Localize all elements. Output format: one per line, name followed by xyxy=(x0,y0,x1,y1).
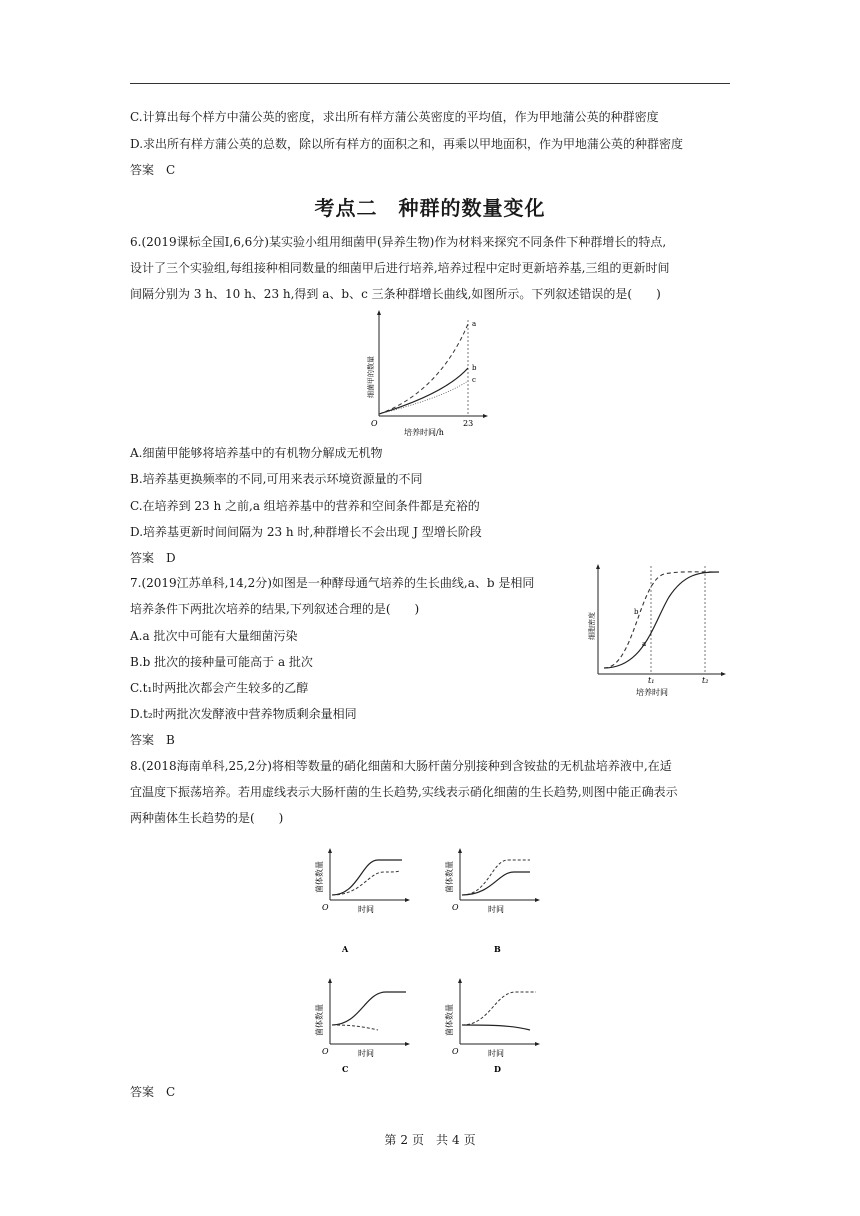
x-axis-arrow xyxy=(483,414,488,418)
dashed-curve xyxy=(332,871,400,895)
curve-label-b: b xyxy=(472,364,477,372)
q7-option-d: D.t₂时两批次发酵液中营养物质剩余量相同 xyxy=(130,707,357,721)
y-axis-label: 菌体数量 xyxy=(445,1004,454,1036)
solid-curve xyxy=(332,992,406,1025)
q6-stem-line1: 6.(2019课标全国Ⅰ,6,6分)某实验小组用细菌甲(异养生物)作为材料来探究不同条件下种群增长的特点, xyxy=(130,235,667,249)
section-title: 考点二 种群的数量变化 xyxy=(314,196,546,220)
curve-a xyxy=(379,324,468,414)
x-axis-label: 时间 xyxy=(488,905,504,914)
solid-curve xyxy=(462,872,530,895)
panel-label: D xyxy=(494,1064,501,1074)
curve-label-a: a xyxy=(642,640,647,648)
dashed-curve xyxy=(462,992,536,1025)
q7-option-b: B.b 批次的接种量可能高于 a 批次 xyxy=(130,655,313,669)
dashed-curve xyxy=(462,860,530,895)
q6-stem-line2: 设计了三个实验组,每组接种相同数量的细菌甲后进行培养,培养过程中定时更新培养基,三组的更新时间 xyxy=(130,261,670,275)
q6-option-c: C.在培养到 23 h 之前,a 组培养基中的营养和空间条件都是充裕的 xyxy=(130,499,480,513)
footer-suffix: 页 xyxy=(463,1133,476,1147)
t2-label: t₂ xyxy=(702,676,709,685)
q8-panel-c xyxy=(300,978,410,1088)
q8-stem-line3: 两种菌体生长趋势的是( ) xyxy=(130,811,284,825)
x-axis-label: 时间 xyxy=(358,905,374,914)
page-footer xyxy=(0,1131,860,1148)
header-rule xyxy=(130,83,730,84)
q7-stem-line1: 7.(2019江苏单科,14,2分)如图是一种酵母通气培养的生长曲线,a、b 是相同 xyxy=(130,576,535,590)
option-d-density: D.求出所有样方蒲公英的总数，除以所有样方的面积之和，再乘以甲地面积，作为甲地蒲公英的种群密度 xyxy=(130,137,684,151)
q8-stem-line2: 宜温度下振荡培养。若用虚线表示大肠杆菌的生长趋势,实线表示硝化细菌的生长趋势,则图中能正确表示 xyxy=(130,785,678,799)
q6-option-b: B.培养基更换频率的不同,可用来表示环境资源量的不同 xyxy=(130,472,423,486)
q7-answer: 答案 B xyxy=(130,733,175,747)
q6-stem-line3: 间隔分别为 3 h、10 h、23 h,得到 a、b、c 三条种群增长曲线,如图所示。下列叙述错误的是( ) xyxy=(130,287,661,301)
origin-label: O xyxy=(371,419,378,428)
y-axis-label: 菌体数量 xyxy=(445,861,454,893)
origin-label: O xyxy=(322,903,329,912)
footer-mid: 页 共 xyxy=(411,1133,448,1147)
q8-panel-b xyxy=(430,848,540,958)
q8-answer: 答案 C xyxy=(130,1085,176,1099)
q6-answer: 答案 D xyxy=(130,551,176,565)
curve-a xyxy=(604,572,719,668)
y-axis-arrow xyxy=(377,310,381,315)
panel-label: B xyxy=(494,944,501,954)
origin-label: O xyxy=(322,1047,329,1056)
x-axis-arrow xyxy=(721,672,726,676)
y-axis-label: 细菌甲的数量 xyxy=(367,356,375,398)
x-axis-label: 时间 xyxy=(358,1049,374,1058)
x-axis-label: 培养时间/h xyxy=(404,428,444,437)
panel-label: C xyxy=(342,1064,349,1074)
q7-option-a: A.a 批次中可能有大量细菌污染 xyxy=(130,629,298,643)
origin-label: O xyxy=(452,903,459,912)
answer-line: 答案 C xyxy=(130,163,176,177)
panel-label: A xyxy=(342,944,349,954)
curve-b xyxy=(604,572,719,668)
q7-option-c: C.t₁时两批次都会产生较多的乙醇 xyxy=(130,681,309,695)
xtick-23: 23 xyxy=(463,419,474,428)
q7-figure xyxy=(584,562,730,700)
origin-label: O xyxy=(452,1047,459,1056)
option-c-density: C.计算出每个样方中蒲公英的密度，求出所有样方蒲公英密度的平均值，作为甲地蒲公英的种群密度 xyxy=(130,110,659,124)
y-axis-label: 细胞密度 xyxy=(588,612,596,640)
q8-panel-d xyxy=(430,978,540,1088)
dashed-curve xyxy=(332,1025,378,1030)
y-axis-label: 菌体数量 xyxy=(315,1004,324,1036)
q8-panel-a xyxy=(300,848,410,958)
q6-option-a: A.细菌甲能够将培养基中的有机物分解成无机物 xyxy=(130,446,383,460)
solid-curve xyxy=(332,860,402,895)
y-axis-label: 菌体数量 xyxy=(315,861,324,893)
curve-label-a: a xyxy=(472,320,477,328)
footer-prefix: 第 xyxy=(384,1133,397,1147)
t1-label: t₁ xyxy=(648,676,655,685)
y-axis-arrow xyxy=(596,564,600,569)
q6-option-d: D.培养基更新时间间隔为 23 h 时,种群增长不会出现 J 型增长阶段 xyxy=(130,525,482,539)
x-axis-label: 培养时间 xyxy=(636,688,668,697)
curve-label-c: c xyxy=(472,376,476,384)
x-axis-label: 时间 xyxy=(488,1049,504,1058)
q8-stem-line1: 8.(2018海南单科,25,2分)将相等数量的硝化细菌和大肠杆菌分别接种到含铵盐的无机盐培养液中,在适 xyxy=(130,759,672,773)
page-number: 2 xyxy=(400,1133,408,1147)
curve-b xyxy=(379,368,468,414)
curve-label-b: b xyxy=(634,608,639,616)
solid-curve xyxy=(462,1025,530,1030)
q6-figure xyxy=(360,308,500,438)
q7-stem-line2: 培养条件下两批次培养的结果,下列叙述合理的是( ) xyxy=(130,602,420,616)
page-total: 4 xyxy=(452,1133,460,1147)
